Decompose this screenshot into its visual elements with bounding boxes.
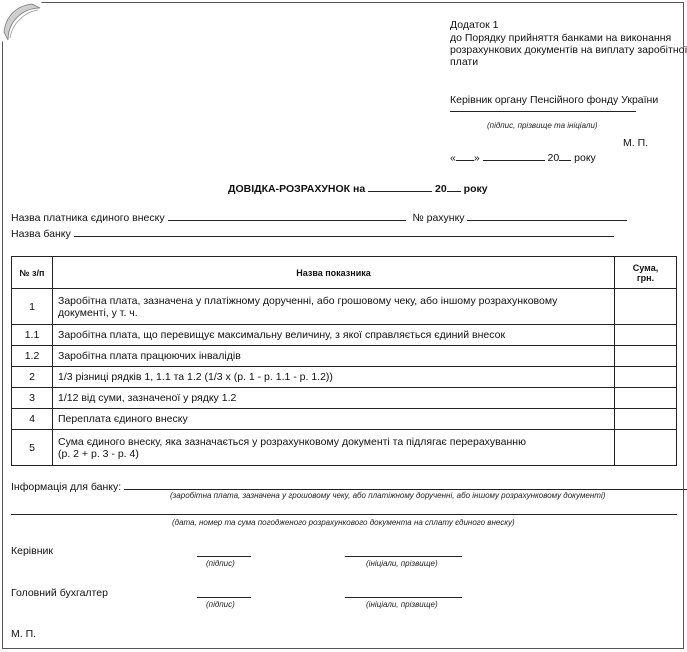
row-indicator-name bbox=[53, 289, 615, 325]
head-signature-caption: (підпис, прізвище та ініціали) bbox=[487, 121, 598, 130]
row-number: 4 bbox=[12, 409, 53, 430]
payer-name-field[interactable] bbox=[168, 210, 406, 221]
document-title bbox=[228, 181, 488, 195]
bank-info-field[interactable] bbox=[124, 479, 687, 490]
header-sum-line1: Сума, bbox=[632, 262, 659, 273]
stamp-place: М. П. bbox=[623, 137, 649, 149]
row-sum-cell[interactable] bbox=[615, 409, 677, 430]
calculation-table bbox=[11, 256, 677, 466]
table-row bbox=[12, 430, 677, 466]
appendix-line: плати bbox=[450, 56, 479, 68]
row-indicator-name: Заробітна плата працюючих інвалідів bbox=[53, 346, 615, 367]
date-day-field[interactable] bbox=[456, 150, 474, 161]
title-date-field[interactable] bbox=[368, 181, 432, 192]
table-row bbox=[12, 409, 677, 430]
payment-document-field[interactable] bbox=[11, 514, 677, 515]
date-close-quote: » bbox=[473, 152, 480, 164]
title-year-suffix: року bbox=[463, 183, 488, 195]
bank-row bbox=[11, 226, 614, 240]
bank-info-caption: (заробітна плата, зазначена у грошовому чеку, або платіжному дорученні, або іншому розрахунковому документі) bbox=[170, 491, 606, 500]
date-year-suffix: року bbox=[574, 152, 596, 164]
table-row bbox=[12, 367, 677, 388]
bank-info-label: Інформація для банку: bbox=[11, 481, 122, 493]
row-number: 1.2 bbox=[12, 346, 53, 367]
row-number: 1 bbox=[12, 289, 53, 325]
title-year-prefix: 20 bbox=[435, 183, 447, 195]
row-number: 5 bbox=[12, 430, 53, 466]
table-row bbox=[12, 325, 677, 346]
payer-label: Назва платника єдиного внеску bbox=[11, 212, 165, 224]
document-title-main: ДОВІДКА-РОЗРАХУНОК bbox=[228, 183, 351, 195]
date-year-field[interactable] bbox=[559, 150, 571, 161]
table-header-row bbox=[12, 257, 677, 289]
account-number-field[interactable] bbox=[467, 210, 627, 221]
page-curl-icon bbox=[2, 2, 42, 42]
row-indicator-name: 1/12 від суми, зазначеної у рядку 1.2 bbox=[53, 388, 615, 409]
bank-name-field[interactable] bbox=[74, 226, 614, 237]
row-indicator-name: 1/3 різниці рядків 1, 1.1 та 1.2 (1/3 х (р. 1 - р. 1.1 - р. 1.2)) bbox=[53, 367, 615, 388]
appendix-title: Додаток 1 bbox=[450, 19, 499, 31]
header-sum-line2: грн. bbox=[636, 272, 655, 283]
row-sum-cell[interactable] bbox=[615, 430, 677, 466]
payment-document-caption: (дата, номер та сума погодженого розрахункового документа на сплату єдиного внеску) bbox=[172, 518, 515, 527]
header-indicator-name: Назва показника bbox=[53, 257, 615, 289]
row-name-line2: документі, у т. ч. bbox=[58, 306, 138, 319]
row-indicator-name bbox=[53, 430, 615, 466]
title-year-field[interactable] bbox=[447, 181, 461, 192]
bank-label: Назва банку bbox=[11, 228, 71, 240]
head-name-field[interactable] bbox=[345, 556, 462, 557]
accountant-signature-label: Головний бухгалтер bbox=[11, 587, 108, 599]
row-number: 1.1 bbox=[12, 325, 53, 346]
header-sum bbox=[615, 257, 677, 289]
row-sum-cell[interactable] bbox=[615, 388, 677, 409]
date-year-prefix: 20 bbox=[547, 152, 560, 164]
row-sum-cell[interactable] bbox=[615, 325, 677, 346]
accountant-signature-field[interactable] bbox=[197, 597, 251, 598]
accountant-name-field[interactable] bbox=[345, 597, 462, 598]
document-title-on: на bbox=[353, 183, 366, 195]
row-name-line2: (р. 2 + р. 3 - р. 4) bbox=[58, 447, 139, 460]
header-date bbox=[450, 150, 596, 164]
head-name-caption: (ініціали, прізвище) bbox=[366, 559, 438, 568]
table-row bbox=[12, 289, 677, 325]
head-signature-field[interactable] bbox=[197, 556, 251, 557]
head-sign-caption: (підпис) bbox=[206, 559, 235, 568]
row-sum-cell[interactable] bbox=[615, 289, 677, 325]
appendix-line: розрахункових документів на виплату заробітної bbox=[450, 44, 687, 56]
row-number: 3 bbox=[12, 388, 53, 409]
row-number: 2 bbox=[12, 367, 53, 388]
row-name-line1: Заробітна плата, зазначена у платіжному дорученні, або грошовому чеку, або іншому розрахунковому bbox=[58, 294, 558, 307]
row-sum-cell[interactable] bbox=[615, 367, 677, 388]
accountant-sign-caption: (підпис) bbox=[206, 600, 235, 609]
table-row bbox=[12, 388, 677, 409]
appendix-line: до Порядку прийняття банками на виконання bbox=[450, 32, 672, 44]
pension-fund-head-title: Керівник органу Пенсійного фонду України bbox=[450, 94, 659, 106]
row-name-line1: Сума єдиного внеску, яка зазначається у розрахунковому документі та підлягає перерахуванню bbox=[58, 435, 526, 448]
payer-row bbox=[11, 210, 627, 224]
header-number: № з/п bbox=[12, 257, 53, 289]
head-signature-label: Керівник bbox=[11, 545, 53, 557]
row-indicator-name: Переплата єдиного внеску bbox=[53, 409, 615, 430]
account-label: № рахунку bbox=[412, 212, 465, 224]
accountant-name-caption: (ініціали, прізвище) bbox=[366, 600, 438, 609]
row-sum-cell[interactable] bbox=[615, 346, 677, 367]
row-indicator-name: Заробітна плата, що перевищує максимальну величину, з якої справляється єдиний внесок bbox=[53, 325, 615, 346]
bottom-stamp-place: М. П. bbox=[11, 628, 37, 640]
table-row bbox=[12, 346, 677, 367]
date-month-field[interactable] bbox=[483, 150, 545, 161]
head-signature-line[interactable] bbox=[450, 111, 636, 112]
date-open-quote: « bbox=[450, 152, 456, 164]
